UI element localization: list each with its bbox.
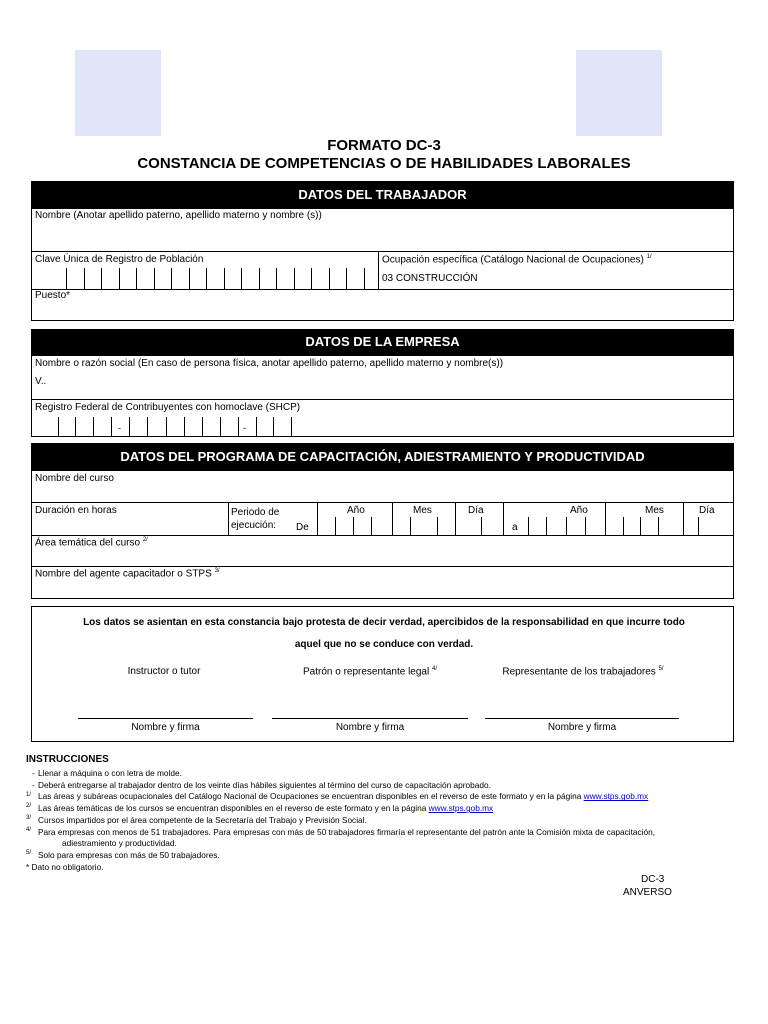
instruction-item	[26, 850, 220, 860]
cell-divider	[276, 268, 277, 289]
instruction-mark: 5/	[26, 850, 32, 857]
cell-divider	[528, 517, 529, 535]
cell-divider	[273, 417, 274, 437]
instruction-text: Deberá entregarse al trabajador dentro de los veinte días hábiles siguientes al término del curso de capacitación aprobado.	[38, 779, 491, 790]
form-subtitle: CONSTANCIA DE COMPETENCIAS O DE HABILIDADES LABORALES	[137, 155, 631, 172]
instruction-item	[26, 780, 491, 790]
divider	[31, 251, 734, 252]
cell-divider	[136, 268, 137, 289]
cell-divider	[294, 268, 295, 289]
divider	[31, 289, 734, 290]
cell-divider	[566, 517, 567, 535]
rfc-separator: -	[243, 423, 246, 433]
cell-divider	[698, 517, 699, 535]
instruction-text: Para empresas con menos de 51 trabajadores. Para empresas con más de 50 trabajadores firmaría el representante del patrón ante la Comisión mixta de capacitación,	[38, 826, 656, 837]
cell-divider	[658, 517, 659, 535]
divider	[31, 566, 734, 567]
instruction-mark: 3/	[26, 815, 32, 822]
cell-divider	[455, 517, 456, 535]
right-logo-placeholder	[576, 50, 662, 136]
employer-name-sign: Nombre y firma	[335, 722, 405, 733]
cell-divider	[317, 517, 318, 535]
cell-divider	[291, 417, 292, 437]
cell-divider	[317, 502, 318, 517]
instruction-mark: 4/	[26, 826, 32, 833]
instructions-footnote: * Dato no obligatorio.	[26, 862, 104, 872]
footnote-ref: 2/	[142, 537, 148, 543]
cell-divider	[184, 417, 185, 437]
cell-divider	[101, 268, 102, 289]
cell-divider	[481, 517, 482, 535]
occupation-value[interactable]: 03 CONSTRUCCIÓN	[382, 273, 478, 284]
cell-divider	[353, 517, 354, 535]
instruction-mark: -	[32, 768, 35, 778]
workers-rep-signature-line[interactable]	[485, 718, 679, 719]
cell-divider	[437, 517, 438, 535]
from-month-label: Mes	[413, 505, 432, 516]
workers-rep-name-sign: Nombre y firma	[547, 722, 617, 733]
course-name-field[interactable]	[32, 485, 733, 501]
cell-divider	[329, 268, 330, 289]
stps-link[interactable]: www.stps.gob.mx	[583, 791, 649, 802]
cell-divider	[605, 517, 606, 535]
cell-divider	[206, 268, 207, 289]
cell-divider	[66, 268, 67, 289]
from-label: De	[296, 522, 309, 533]
instruction-mark: -	[32, 779, 35, 790]
worker-name-label: Nombre (Anotar apellido paterno, apellido materno y nombre (s))	[35, 210, 322, 221]
period-label-1: Periodo de	[231, 507, 280, 518]
cell-divider	[503, 502, 504, 517]
cell-divider	[640, 517, 641, 535]
footer-side: ANVERSO	[623, 887, 672, 898]
cell-divider	[202, 417, 203, 437]
rfc-separator: -	[118, 423, 121, 433]
cell-divider	[585, 517, 586, 535]
cell-divider	[189, 268, 190, 289]
workers-rep-label	[478, 666, 688, 677]
instruction-text: Las áreas temáticas de los cursos se encuentran disponibles en el reverso de este formato y en la página	[38, 803, 429, 814]
instruction-text: Las áreas y subáreas ocupacionales del Catálogo Nacional de Ocupaciones se encuentran disponibles en el reverso de este formato y en la página	[38, 791, 584, 802]
instruction-text: Llenar a máquina o con letra de molde.	[38, 768, 182, 778]
stps-link[interactable]: www.stps.gob.mx	[428, 803, 494, 814]
duration-label: Duración en horas	[35, 505, 117, 516]
instructor-signature-line[interactable]	[78, 718, 253, 719]
divider	[31, 399, 734, 400]
agent-field[interactable]	[32, 580, 733, 598]
from-year-label: Año	[347, 505, 365, 516]
to-year-label: Año	[570, 505, 588, 516]
footer-code: DC-3	[641, 874, 665, 885]
area-label	[35, 537, 148, 548]
cell-divider	[129, 417, 130, 437]
cell-divider	[220, 417, 221, 437]
to-month-label: Mes	[645, 505, 664, 516]
cell-divider	[455, 502, 456, 517]
occupation-label	[382, 254, 652, 265]
curp-label: Clave Única de Registro de Población	[35, 254, 204, 265]
instruction-item	[26, 838, 177, 848]
cell-divider	[311, 268, 312, 289]
footnote-ref: 1/	[646, 254, 652, 260]
instructor-label: Instructor o tutor	[127, 666, 201, 677]
footnote-ref: 3/	[214, 568, 220, 574]
to-day-label: Día	[699, 505, 715, 516]
cell-divider	[75, 417, 76, 437]
instruction-item	[26, 815, 367, 825]
employer-signature-line[interactable]	[272, 718, 468, 719]
cell-divider	[683, 517, 684, 535]
cell-divider	[546, 517, 547, 535]
cell-divider	[623, 517, 624, 535]
company-section-header: DATOS DE LA EMPRESA	[31, 329, 734, 355]
workers-rep-label-text: Representante de los trabajadores	[502, 666, 656, 678]
divider	[31, 502, 734, 503]
instruction-mark: 2/	[26, 803, 32, 810]
statement-line-2: aquel que no se conduce con verdad.	[294, 639, 474, 650]
to-label: a	[512, 522, 518, 533]
position-label: Puesto*	[35, 290, 71, 301]
cell-divider	[241, 268, 242, 289]
cell-divider	[259, 268, 260, 289]
instruction-item	[26, 768, 182, 778]
divider	[228, 502, 229, 535]
program-section-header: DATOS DEL PROGRAMA DE CAPACITACIÓN, ADIESTRAMIENTO Y PRODUCTIVIDAD	[31, 443, 734, 470]
from-day-label: Día	[468, 505, 484, 516]
divider	[378, 251, 379, 289]
occupation-label-text: Ocupación específica (Catálogo Nacional de Ocupaciones)	[382, 254, 644, 266]
company-name-label: Nombre o razón social (En caso de persona física, anotar apellido paterno, apellido materno y nombre(s))	[35, 358, 504, 369]
cell-divider	[166, 417, 167, 437]
divider	[31, 535, 734, 536]
instruction-item	[26, 803, 493, 813]
rfc-label: Registro Federal de Contribuyentes con homoclave (SHCP)	[35, 402, 301, 413]
cell-divider	[503, 517, 504, 535]
instruction-text: Cursos impartidos por el área competente de la Secretaría del Trabajo y Previsión Social.	[38, 814, 367, 825]
area-field[interactable]	[32, 548, 733, 564]
footnote-ref: 5/	[658, 666, 664, 672]
left-logo-placeholder	[75, 50, 161, 136]
cell-divider	[256, 417, 257, 437]
agent-label-text: Nombre del agente capacitador o STPS	[35, 568, 212, 580]
cell-divider	[84, 268, 85, 289]
footnote-ref: 4/	[431, 666, 437, 672]
instruction-item	[26, 827, 655, 837]
cell-divider	[147, 417, 148, 437]
cell-divider	[119, 268, 120, 289]
cell-divider	[392, 502, 393, 517]
cell-divider	[410, 517, 411, 535]
worker-section-header: DATOS DEL TRABAJADOR	[31, 181, 734, 208]
form-title: FORMATO DC-3	[327, 137, 441, 154]
cell-divider	[335, 517, 336, 535]
instruction-item	[26, 791, 648, 801]
worker-name-field[interactable]	[32, 222, 733, 250]
cell-divider	[683, 502, 684, 517]
instructor-name-sign: Nombre y firma	[131, 722, 200, 733]
cell-divider	[364, 268, 365, 289]
cell-divider	[111, 417, 112, 437]
employer-label-text: Patrón o representante legal	[303, 666, 430, 678]
agent-label	[35, 568, 220, 579]
cell-divider	[58, 417, 59, 437]
company-name-value[interactable]: V..	[35, 376, 47, 387]
instruction-mark: 1/	[26, 791, 32, 798]
cell-divider	[392, 517, 393, 535]
instructions-title: INSTRUCCIONES	[26, 754, 109, 765]
employer-label	[270, 666, 470, 677]
cell-divider	[371, 517, 372, 535]
cell-divider	[224, 268, 225, 289]
instruction-text: Solo para empresas con más de 50 trabajadores.	[38, 849, 220, 860]
course-name-label: Nombre del curso	[35, 473, 114, 484]
cell-divider	[154, 268, 155, 289]
position-field[interactable]	[32, 302, 733, 320]
statement-line-1: Los datos se asientan en esta constancia bajo protesta de decir verdad, apercibidos de la responsabilidad en que incurre todo	[83, 617, 685, 628]
cell-divider	[346, 268, 347, 289]
instruction-text: adiestramiento y productividad.	[62, 838, 177, 849]
cell-divider	[238, 417, 239, 437]
cell-divider	[605, 502, 606, 517]
period-label-2: ejecución:	[231, 520, 277, 531]
area-label-text: Área temática del curso	[35, 537, 141, 549]
cell-divider	[93, 417, 94, 437]
cell-divider	[171, 268, 172, 289]
